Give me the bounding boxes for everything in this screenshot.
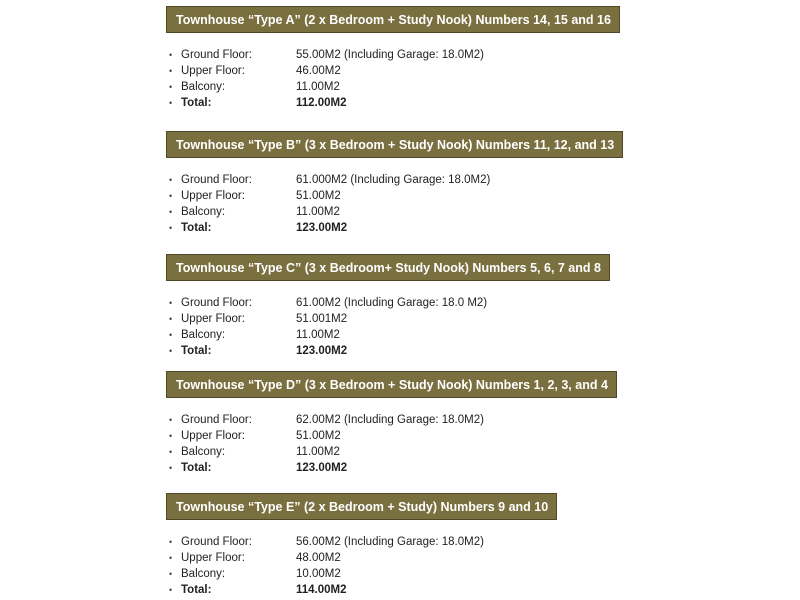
- spec-label: Upper Floor:: [181, 65, 245, 77]
- spec-label: Upper Floor:: [181, 190, 245, 202]
- spec-row-upper-floor: [166, 428, 636, 444]
- spec-value: 11.00M2: [296, 81, 340, 93]
- townhouse-section-type-e: [166, 493, 636, 598]
- section-heading: Townhouse “Type B” (3 x Bedroom + Study Nook) Numbers 11, 12, and 13: [166, 131, 623, 158]
- section-heading: Townhouse “Type A” (2 x Bedroom + Study Nook) Numbers 14, 15 and 16: [166, 6, 620, 33]
- spec-value: 51.001M2: [296, 313, 348, 325]
- spec-label: Total:: [181, 97, 212, 109]
- spec-value: 61.000M2 (Including Garage: 18.0M2): [296, 174, 491, 186]
- spec-value: 55.00M2 (Including Garage: 18.0M2): [296, 49, 484, 61]
- townhouse-section-type-b: [166, 131, 636, 236]
- spec-row-upper-floor: [166, 550, 636, 566]
- spec-list: [166, 534, 636, 598]
- spec-row-upper-floor: [166, 188, 636, 204]
- spec-row-balcony: [166, 327, 636, 343]
- bullet-icon: •: [169, 191, 173, 201]
- townhouse-section-type-c: [166, 254, 636, 359]
- spec-value: 61.00M2 (Including Garage: 18.0 M2): [296, 297, 488, 309]
- spec-row-total: [166, 95, 636, 111]
- spec-label: Upper Floor:: [181, 430, 245, 442]
- spec-row-balcony: [166, 566, 636, 582]
- spec-row-balcony: [166, 204, 636, 220]
- spec-value: 123.00M2: [296, 345, 348, 357]
- spec-value: 112.00M2: [296, 97, 347, 109]
- spec-row-total: [166, 582, 636, 598]
- townhouse-section-type-a: [166, 6, 636, 111]
- spec-label: Upper Floor:: [181, 552, 245, 564]
- spec-row-balcony: [166, 79, 636, 95]
- spec-row-ground-floor: [166, 172, 636, 188]
- spec-row-ground-floor: [166, 47, 636, 63]
- spec-label: Balcony:: [181, 446, 226, 458]
- townhouse-section-type-d: [166, 371, 636, 476]
- bullet-icon: •: [169, 298, 173, 308]
- spec-label: Ground Floor:: [181, 49, 252, 61]
- spec-row-upper-floor: [166, 63, 636, 79]
- spec-label: Balcony:: [181, 81, 226, 93]
- bullet-icon: •: [169, 463, 173, 473]
- bullet-icon: •: [169, 346, 173, 356]
- spec-value: 51.00M2: [296, 190, 341, 202]
- spec-row-total: [166, 220, 636, 236]
- spec-value: 123.00M2: [296, 222, 348, 234]
- bullet-icon: •: [169, 314, 173, 324]
- spec-row-ground-floor: [166, 412, 636, 428]
- spec-row-ground-floor: [166, 295, 636, 311]
- bullet-icon: •: [169, 50, 173, 60]
- bullet-icon: •: [169, 537, 173, 547]
- bullet-icon: •: [169, 431, 173, 441]
- bullet-icon: •: [169, 553, 173, 563]
- spec-list: [166, 295, 636, 359]
- spec-label: Ground Floor:: [181, 297, 252, 309]
- spec-list: [166, 172, 636, 236]
- section-heading: Townhouse “Type D” (3 x Bedroom + Study Nook) Numbers 1, 2, 3, and 4: [166, 371, 617, 398]
- spec-value: 48.00M2: [296, 552, 341, 564]
- bullet-icon: •: [169, 82, 173, 92]
- spec-value: 11.00M2: [296, 206, 340, 218]
- bullet-icon: •: [169, 415, 173, 425]
- spec-label: Total:: [181, 345, 212, 357]
- spec-label: Balcony:: [181, 568, 226, 580]
- spec-value: 11.00M2: [296, 446, 340, 458]
- spec-list: [166, 47, 636, 111]
- spec-value: 123.00M2: [296, 462, 348, 474]
- spec-label: Total:: [181, 222, 212, 234]
- spec-label: Total:: [181, 584, 212, 596]
- spec-label: Balcony:: [181, 206, 226, 218]
- spec-row-total: [166, 460, 636, 476]
- bullet-icon: •: [169, 223, 173, 233]
- spec-label: Balcony:: [181, 329, 226, 341]
- spec-label: Ground Floor:: [181, 536, 252, 548]
- spec-row-ground-floor: [166, 534, 636, 550]
- spec-value: 56.00M2 (Including Garage: 18.0M2): [296, 536, 484, 548]
- spec-value: 62.00M2 (Including Garage: 18.0M2): [296, 414, 484, 426]
- bullet-icon: •: [169, 207, 173, 217]
- bullet-icon: •: [169, 98, 173, 108]
- bullet-icon: •: [169, 330, 173, 340]
- spec-value: 114.00M2: [296, 584, 347, 596]
- spec-row-balcony: [166, 444, 636, 460]
- bullet-icon: •: [169, 175, 173, 185]
- section-heading: Townhouse “Type C” (3 x Bedroom+ Study Nook) Numbers 5, 6, 7 and 8: [166, 254, 610, 281]
- spec-label: Ground Floor:: [181, 174, 252, 186]
- spec-label: Ground Floor:: [181, 414, 252, 426]
- bullet-icon: •: [169, 569, 173, 579]
- bullet-icon: •: [169, 66, 173, 76]
- spec-value: 11.00M2: [296, 329, 340, 341]
- spec-list: [166, 412, 636, 476]
- bullet-icon: •: [169, 585, 173, 595]
- spec-label: Total:: [181, 462, 212, 474]
- spec-row-total: [166, 343, 636, 359]
- spec-value: 51.00M2: [296, 430, 341, 442]
- spec-label: Upper Floor:: [181, 313, 245, 325]
- spec-value: 10.00M2: [296, 568, 341, 580]
- spec-row-upper-floor: [166, 311, 636, 327]
- bullet-icon: •: [169, 447, 173, 457]
- section-heading: Townhouse “Type E” (2 x Bedroom + Study) Numbers 9 and 10: [166, 493, 557, 520]
- spec-value: 46.00M2: [296, 65, 341, 77]
